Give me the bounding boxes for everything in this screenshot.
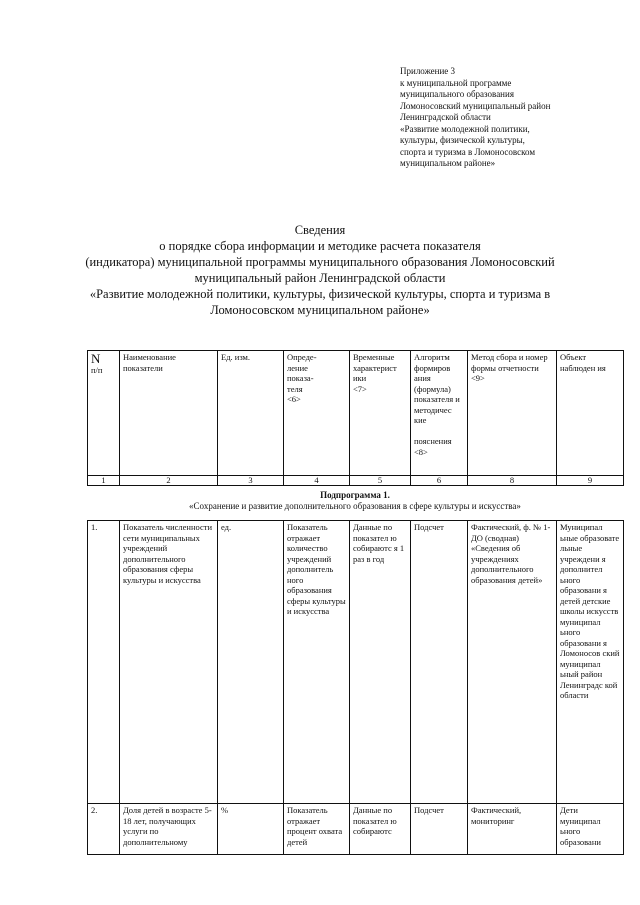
cell-method: Фактический, мониторинг [468, 804, 557, 855]
header-cell-method [468, 351, 557, 476]
title-line: Сведения [294, 223, 346, 237]
appendix-line: муниципальном районе» [400, 158, 496, 168]
header-time-text: Временные характерист ики <7> [353, 352, 397, 394]
subprogram-number: Подпрограмма 1. [320, 490, 390, 500]
title-line: Ломоносовском муниципальном районе» [210, 303, 430, 317]
cell-time: Данные по показател ю собираютс я 1 раз в год [350, 521, 411, 804]
header-cell-unit [218, 351, 284, 476]
column-number: 5 [350, 476, 411, 486]
header-number-main: N [91, 351, 101, 366]
cell-algorithm: Подсчет [411, 804, 468, 855]
column-number: 6 [411, 476, 468, 486]
appendix-line: Ленинградской области [400, 112, 491, 122]
column-number: 4 [284, 476, 350, 486]
appendix-block [400, 66, 630, 170]
title-line: «Развитие молодежной политики, культуры, физической культуры, спорта и туризма в [89, 287, 551, 301]
cell-unit: ед. [218, 521, 284, 804]
appendix-line: спорта и туризма в Ломоносовском [400, 146, 536, 157]
document-title [80, 222, 560, 318]
subprogram-heading [87, 490, 623, 512]
cell-algorithm: Подсчет [411, 521, 468, 804]
header-cell-name [120, 351, 218, 476]
header-cell-object [557, 351, 624, 476]
header-table [87, 350, 624, 486]
appendix-line: к муниципальной программе [400, 77, 512, 88]
appendix-line: Приложение 3 [400, 66, 456, 76]
cell-name: Показатель численности сети муниципальных учреждений дополнительного образования сферы культуры и искусства [120, 521, 218, 804]
header-number-sub: п/п [91, 365, 103, 375]
header-cell-time [350, 351, 411, 476]
cell-definition: Показатель отражает процент охвата детей [284, 804, 350, 855]
header-definition-text: Опреде- ление показа- теля <6> [287, 352, 317, 404]
title-line: о порядке сбора информации и методике расчета показателя [159, 239, 481, 253]
appendix-line: культуры, физической культуры, [400, 135, 525, 145]
title-line: муниципальный район Ленинградской области [194, 271, 446, 285]
column-number: 9 [557, 476, 624, 486]
appendix-line: «Развитие молодежной политики, [400, 123, 530, 134]
table-row [88, 521, 624, 804]
data-table [87, 520, 624, 855]
cell-object: Муниципал ьные образовате льные учреждени я дополнител ьного образовани я детей детские школы искусств муниципал ьного образовани я Ломоносов ский муниципал ьный район Ленинградс кой области [557, 521, 624, 804]
header-cell-algorithm [411, 351, 468, 476]
header-unit-text: Ед. изм. [221, 352, 251, 362]
header-cell-number [88, 351, 120, 476]
cell-number: 2. [88, 804, 120, 855]
header-method-text: Метод сбора и номер формы отчетности <9> [471, 352, 548, 383]
cell-definition: Показатель отражает количество учреждений дополнитель ного образования сферы культуры и искусства [284, 521, 350, 804]
cell-method: Фактический, ф. № 1-ДО (сводная) «Сведения об учреждениях дополнительного образования детей» [468, 521, 557, 804]
table-row [88, 804, 624, 855]
appendix-line: муниципального образования [400, 89, 514, 99]
column-number: 3 [218, 476, 284, 486]
header-name-text: Наименование показатели [123, 352, 176, 373]
title-line: (индикатора) муниципальной программы муниципального образования Ломоносовский [85, 255, 555, 269]
cell-name: Доля детей в возрасте 5-18 лет, получающих услуги по дополнительному [120, 804, 218, 855]
subprogram-name: «Сохранение и развитие дополнительного образования в сфере культуры и искусства» [189, 501, 521, 511]
appendix-line: Ломоносовский муниципальный район [400, 100, 551, 111]
header-object-text: Объект наблюден ия [560, 352, 606, 373]
column-number: 8 [468, 476, 557, 486]
header-algorithm-text: Алгоритм формиров ания (формула) показателя и методичес кие пояснения <8> [414, 352, 460, 457]
cell-unit: % [218, 804, 284, 855]
header-cell-definition [284, 351, 350, 476]
cell-time: Данные по показател ю собираютс [350, 804, 411, 855]
column-number: 2 [120, 476, 218, 486]
cell-number: 1. [88, 521, 120, 804]
column-number: 1 [88, 476, 120, 486]
cell-object: Дети муниципал ьного образовани [557, 804, 624, 855]
